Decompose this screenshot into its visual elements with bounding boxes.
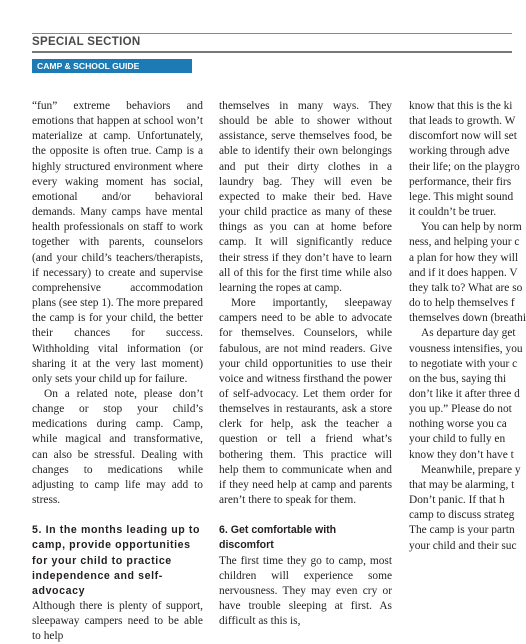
text-line: on the bus, saying thi (409, 372, 507, 385)
text-line: As departure day get (421, 327, 516, 340)
text-line: know they don’t have t (409, 448, 514, 461)
text-line: performance, their firs (409, 175, 512, 188)
text-line: nothing worse you ca (409, 418, 507, 431)
text-line: a plan for how they will (409, 251, 519, 264)
text-line: themselves down (breathi (409, 312, 526, 325)
paragraph: More importantly, sleepaway campers need to be able to advocate for themselves. Counselors, while fabulous, are not mind readers. Give your child opportunities to use their voice and witness firsthand the power of self-advocacy. Let them order for themselves in restaurants, ask a store clerk for help, ask the teacher a question or tell a friend what’s bothering them. This practice will help them to communicate when and if they need help at camp and parents aren’t there to speak for them. (219, 297, 392, 507)
text-line: vousness intensifies, you (409, 342, 523, 355)
text-line: know that this is the ki (409, 100, 513, 112)
text-line: to negotiate with your c (409, 357, 518, 370)
text-line: lege. This might sound (409, 190, 514, 203)
text-line: you up.” Please do not (409, 403, 512, 416)
section-label: SPECIAL SECTION (32, 36, 141, 48)
text-line: that leads to growth. W (409, 115, 516, 128)
paragraph: “fun” extreme behaviors and emotions that happen at school won’t materialize at camp. Unfortunately, the opposite is often true. Camp is a highly structured environment where every waking moment has social, emotional and/or behavioral demands. Many camps have mental health professionals on staff to work together with parents, counselors (and your child’s teachers/therapists, if necessary) to create and supervise comprehensive accommodation plans (see step 1). The more prepared the camp is for your child, the better their chances for success. Withholding vital information (or sharing it at the very last moment) only sets your child up for failure. (32, 100, 203, 385)
text-line: do to help themselves f (409, 297, 515, 310)
article-column-3 (409, 99, 526, 552)
text-line: ness, and helping your c (409, 236, 520, 249)
article-column-2 (219, 99, 392, 628)
text-line: your child to fully en (409, 433, 506, 446)
step-6-heading: 6. Get comfortable with discomfort (219, 524, 337, 552)
header-bottom-rule (32, 51, 512, 53)
text-line: that may be alarming, t (409, 478, 515, 491)
text-line: camp to discuss strateg (409, 509, 515, 522)
text-line: and if it does happen. V (409, 266, 518, 279)
paragraph: themselves in many ways. They should be able to shower without assistance, serve themselves food, be able to identify their own belongings and put their dirty clothes in a laundry bag. They will even be expected to make their bed. Have your child practice as many of these things as you can at home before camp. It will significantly reduce their stress if they don’t have to learn all of this for the first time while also learning the ropes at camp. (219, 100, 392, 294)
text-line: they talk to? What are so (409, 281, 523, 294)
guide-tag: CAMP & SCHOOL GUIDE (32, 59, 192, 73)
text-line: their life; on the playgro (409, 160, 520, 173)
paragraph: On a related note, please don’t change or stop your child’s medications during camp. Camp, while magical and transformative, can also be stressful. Dealing with changes to medications while adjusting to camp life may add to stress. (32, 387, 203, 507)
text-line: don’t like it after three d (409, 387, 520, 400)
text-line: Meanwhile, prepare y (421, 463, 521, 476)
article-column-1 (32, 99, 203, 643)
text-line: The camp is your partn (409, 524, 515, 537)
text-line: discomfort now will set (409, 130, 517, 143)
step-5-heading: 5. In the months leading up to camp, provide opportunities for your child to practice independence and self-advocacy (32, 524, 201, 597)
text-line: your child and their suc (409, 539, 517, 552)
paragraph: Although there is plenty of support, sleepaway campers need to be able to help (32, 600, 203, 643)
paragraph: The first time they go to camp, most children will experience some nervousness. They may even cry or have trouble sleeping at first. As difficult as this is, (219, 554, 392, 628)
header-top-rule (32, 33, 512, 34)
text-line: working through adve (409, 145, 510, 158)
text-line: You can help by norm (421, 221, 522, 234)
text-line: Don’t panic. If that h (409, 494, 505, 507)
text-line: it couldn’t be truer. (409, 206, 497, 219)
